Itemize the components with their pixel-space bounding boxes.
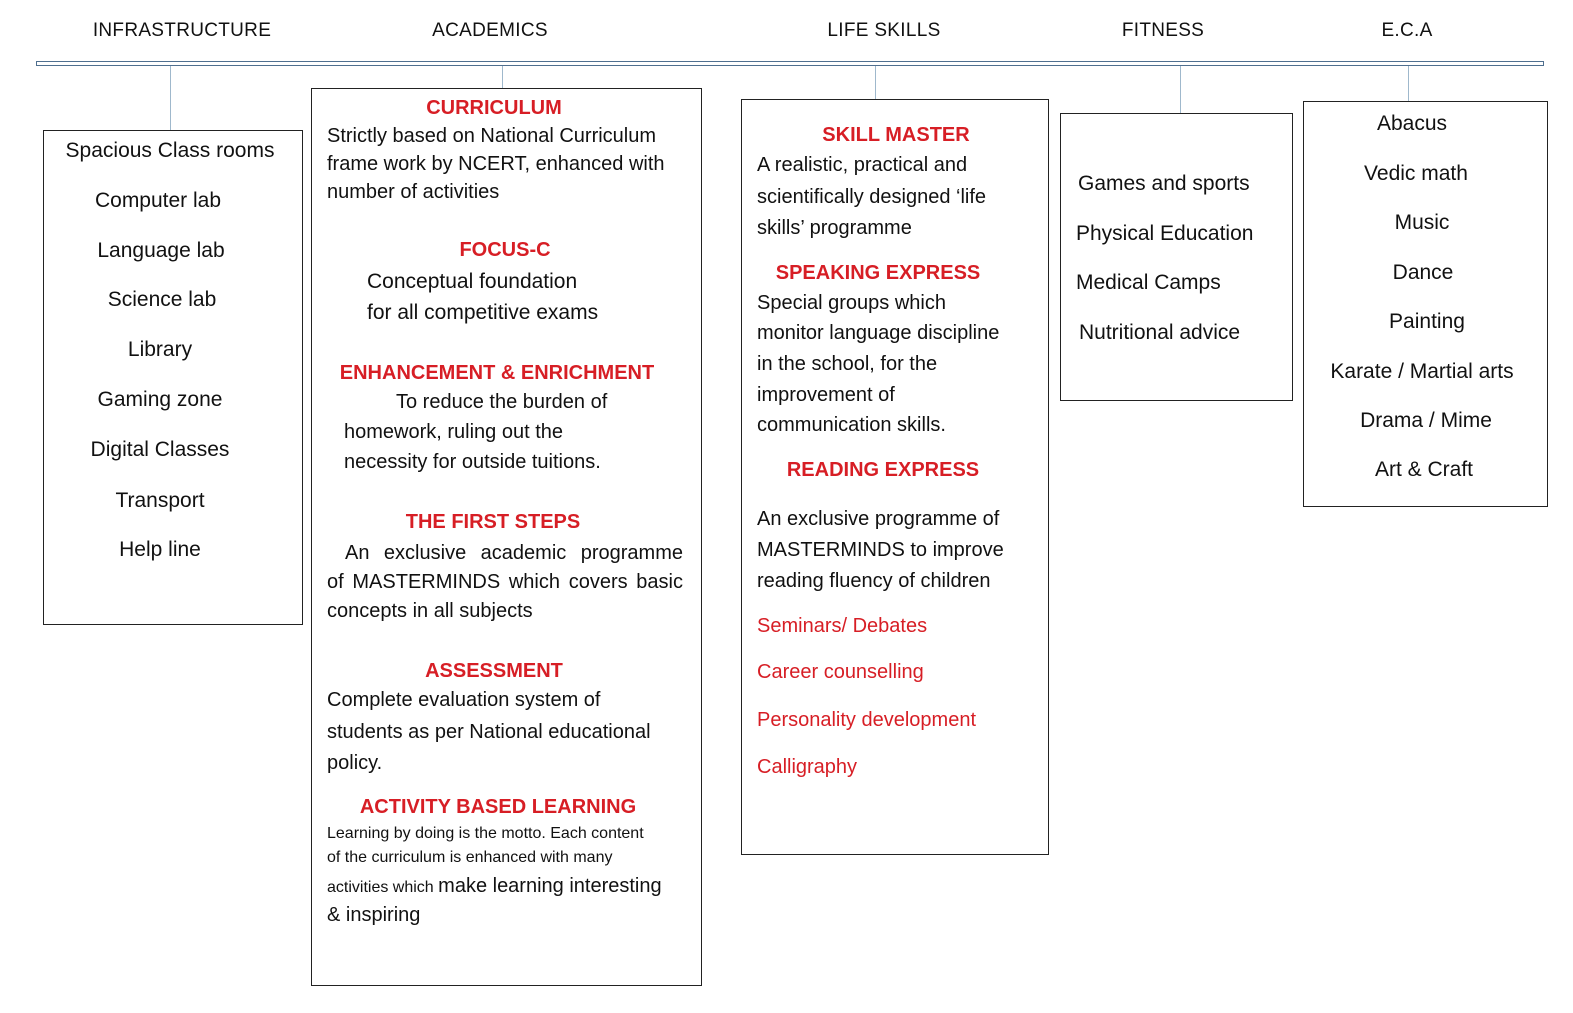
- fitness-item: Physical Education: [1076, 222, 1254, 245]
- infrastructure-item: Science lab: [107, 288, 217, 311]
- activity-text-mixed: [327, 874, 662, 898]
- fitness-box: [1060, 113, 1293, 401]
- activity-heading: ACTIVITY BASED LEARNING: [359, 796, 637, 818]
- curriculum-heading: CURRICULUM: [426, 97, 562, 119]
- first-steps-text: An exclusive academic programme: [345, 542, 683, 564]
- category-academics: ACADEMICS: [432, 20, 548, 41]
- infrastructure-item: Digital Classes: [90, 438, 230, 461]
- eca-item: Dance: [1392, 261, 1454, 284]
- infrastructure-item: Help line: [119, 538, 201, 561]
- timeline-bar: [36, 61, 1544, 66]
- speaking-express-text: Special groups which: [757, 292, 946, 314]
- curriculum-text: frame work by NCERT, enhanced with: [327, 153, 665, 175]
- activity-text-small: activities which: [327, 879, 439, 896]
- skill-master-text: skills’ programme: [757, 217, 912, 239]
- eca-item: Music: [1394, 211, 1450, 234]
- speaking-express-heading: SPEAKING EXPRESS: [775, 262, 981, 284]
- first-steps-heading: THE FIRST STEPS: [405, 511, 581, 533]
- assessment-text: students as per National educational: [327, 721, 651, 743]
- connector-fitness: [1180, 66, 1181, 113]
- eca-item: Drama / Mime: [1360, 409, 1492, 432]
- infrastructure-item: Language lab: [97, 239, 225, 262]
- enhancement-text: necessity for outside tuitions.: [344, 451, 601, 473]
- first-steps-text: of MASTERMINDS which covers basic: [327, 571, 683, 593]
- assessment-text: Complete evaluation system of: [327, 689, 601, 711]
- life-skills-box: [741, 99, 1049, 855]
- life-skills-extra-item: Career counselling: [757, 661, 924, 683]
- category-infrastructure: INFRASTRUCTURE: [92, 20, 272, 41]
- life-skills-extra-item: Calligraphy: [757, 756, 858, 778]
- speaking-express-text: communication skills.: [757, 414, 946, 436]
- connector-infrastructure: [170, 66, 171, 130]
- activity-text: & inspiring: [327, 904, 421, 926]
- infrastructure-item: Gaming zone: [97, 388, 223, 411]
- eca-item: Abacus: [1376, 112, 1448, 135]
- reading-express-text: An exclusive programme of: [757, 508, 1000, 530]
- fitness-item: Medical Camps: [1076, 271, 1221, 294]
- activity-text: Learning by doing is the motto. Each content: [327, 825, 644, 842]
- category-fitness: FITNESS: [1121, 20, 1205, 41]
- skill-master-heading: SKILL MASTER: [822, 124, 970, 146]
- first-steps-text: concepts in all subjects: [327, 600, 533, 622]
- reading-express-heading: READING EXPRESS: [786, 459, 980, 481]
- speaking-express-text: improvement of: [757, 384, 895, 406]
- reading-express-text: MASTERMINDS to improve: [757, 539, 1004, 561]
- eca-item: Vedic math: [1364, 162, 1468, 185]
- category-life-skills: LIFE SKILLS: [827, 20, 941, 41]
- curriculum-text: Strictly based on National Curriculum: [327, 125, 657, 147]
- category-eca: E.C.A: [1381, 20, 1433, 41]
- fitness-item: Games and sports: [1078, 172, 1250, 195]
- focus-c-text: for all competitive exams: [367, 301, 599, 324]
- connector-life-skills: [875, 66, 876, 99]
- life-skills-extra-item: Personality development: [757, 709, 977, 731]
- infrastructure-item: Transport: [115, 489, 205, 512]
- focus-c-text: Conceptual foundation: [367, 270, 578, 293]
- assessment-heading: ASSESSMENT: [425, 660, 563, 682]
- fitness-item: Nutritional advice: [1079, 321, 1241, 344]
- enhancement-text: To reduce the burden of: [396, 391, 608, 413]
- eca-box: [1303, 101, 1548, 507]
- reading-express-text: reading fluency of children: [757, 570, 991, 592]
- infrastructure-item: Library: [127, 338, 193, 361]
- enhancement-text: homework, ruling out the: [344, 421, 564, 443]
- activity-text: of the curriculum is enhanced with many: [327, 849, 613, 866]
- infrastructure-item: Spacious Class rooms: [65, 139, 275, 162]
- skill-master-text: scientifically designed ‘life: [757, 186, 987, 208]
- curriculum-text: number of activities: [327, 181, 500, 203]
- speaking-express-text: in the school, for the: [757, 353, 938, 375]
- speaking-express-text: monitor language discipline: [757, 322, 1000, 344]
- focus-c-heading: FOCUS-C: [459, 239, 551, 261]
- academics-box: [311, 88, 702, 986]
- enhancement-heading: ENHANCEMENT & ENRICHMENT: [339, 362, 655, 384]
- assessment-text: policy.: [327, 752, 383, 774]
- skill-master-text: A realistic, practical and: [757, 154, 968, 176]
- eca-item: Art & Craft: [1374, 458, 1474, 481]
- eca-item: Karate / Martial arts: [1330, 360, 1514, 383]
- infrastructure-box: [43, 130, 303, 625]
- connector-academics: [502, 66, 503, 88]
- connector-eca: [1408, 66, 1409, 101]
- infrastructure-item: Computer lab: [94, 189, 222, 212]
- activity-text-large: make learning interesting: [438, 875, 662, 897]
- life-skills-extra-item: Seminars/ Debates: [757, 615, 928, 637]
- eca-item: Painting: [1389, 310, 1465, 333]
